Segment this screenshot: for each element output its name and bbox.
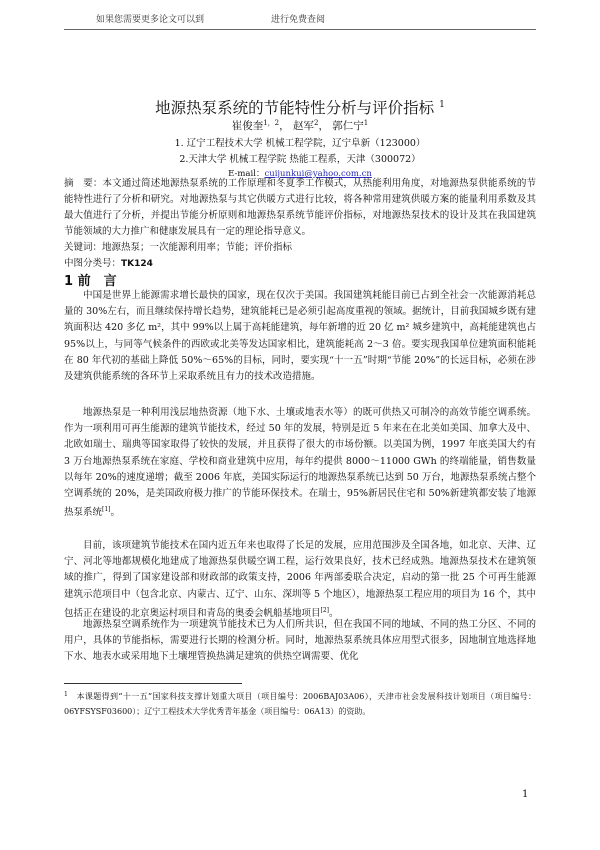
abstract-text: 本文通过简述地源热泵系统的工作原理和冬夏季工作模式，从热能利用角度，对地源热泵供能系统的节能特性进行了分析和研究。对地源热泵与其它供暖方式进行比较，将各种常用建筑供暖方案的能量利用系数及其最大值进行了分析，并提出节能分析原则和地源热泵系统节能评价指标，对地源热泵技术的设计及其在我国建筑节能领域的大力推广和健康发展具有一定的理论指导意义。	[64, 178, 536, 237]
paper-title	[64, 96, 536, 118]
email-link[interactable]: cuijunkui@yahoo.com.cn	[264, 169, 372, 179]
header-right-text: 进行免费查阅	[271, 15, 326, 25]
author-affiliation-mark: 1，2	[263, 119, 280, 127]
author-name: 崔俊奎	[231, 120, 264, 132]
abstract	[64, 176, 536, 240]
paragraph: 目前，该项建筑节能技术在国内近五年来也取得了长足的发展，应用范围涉及全国各地，如北京、天津、辽宁、河北等地都规模化地建成了地源热泵供暖空调工程，运行效果良好，技术已经成熟。地源热泵技术在建筑领域的推广，得到了国家建设部和财政部的政策支持，2006 年两部委联合决定，启动的第一批 25 个可再生能源建筑示范项目中（包含北京、内蒙古、辽宁、山东、深圳等 5 个地区），地源热泵工程应用的项目为 16 个，其中包括正在建设的北京奥运村项目和青岛的奥委会帆船基地项目[2]。	[64, 540, 536, 619]
citation-ref[interactable]: [2]	[320, 606, 330, 614]
footnote-mark: 1	[64, 691, 68, 698]
author-affiliation-mark: 2	[313, 119, 319, 127]
header-left-text: 如果您需要更多论文可以到	[96, 15, 205, 25]
abstract-label: 摘 要：	[64, 178, 103, 189]
affiliation-2: 2.天津大学 机械工程学院 热能工程系，天津（300072）	[179, 154, 421, 165]
footnote-rule	[64, 683, 242, 684]
paragraph-text: 中国是世界上能源需求增长最快的国家，现在仅次于美国。我国建筑耗能目前已占到全社会一次能源消耗总量的 30%左右，而且继续保持增长趋势，建筑能耗已是必须引起高度重视的领域。据统计，目前我国城乡既有建筑面积达 420 多亿 m²，其中 99%以上属于高耗能建筑，每年新增的近 20 亿 m² 城乡建筑中，高耗能建筑也占 95%以上，与同等气候条件的西欧或北美等发达国家相比，建筑能耗高 2～3 倍。要实现我国单位建筑面积能耗在 80 年代初的基础上降低 50%～65%的目标，同时，要实现“十一五”时期“节能 20%”的长远目标，必须在涉及建筑供能系统的各环节上采取系统且有力的技术改造措施。	[64, 290, 536, 383]
classification-code: TK124	[121, 259, 153, 269]
page-number: 1	[522, 789, 529, 800]
author-affiliation-mark: 1	[363, 119, 369, 127]
section-title: 前 言	[77, 274, 117, 289]
title-text: 地源热泵系统的节能特性分析与评价指标	[155, 99, 435, 117]
affiliation-1: 1. 辽宁工程技术大学 机械工程学院，辽宁阜新（123000）	[174, 138, 426, 149]
section-heading	[64, 270, 117, 289]
header-rule	[64, 29, 536, 30]
keywords	[64, 239, 536, 253]
email-label: E-mail：	[228, 169, 265, 179]
paragraph	[64, 617, 536, 666]
citation-ref[interactable]: [1]	[102, 506, 111, 514]
paragraph	[64, 288, 536, 385]
classification	[64, 255, 536, 269]
classification-label: 中图分类号：	[64, 258, 122, 269]
section-number: 1	[64, 274, 74, 289]
footnote-text: 本课题得到“十一五”国家科技支撑计划重大项目（项目编号：2006BAJ03A06），天津市社会发展科技计划项目（项目编号：06YFSYSF03600）；辽宁工程技术大学优秀青年基金（项目编号：06A13）的资助。	[64, 692, 536, 716]
page-header	[0, 12, 600, 28]
paragraph-text: 地源热泵空调系统作为一项建筑节能技术已为人们所共识，但在我国不同的地域、不同的热工分区、不同的用户，具体的节能指标，需要进行长期的检测分析。同时，地源热泵系统具体应用型式很多，因地制宜地选择地下水、地表水或采用地下土壤埋管换热满足建筑的供热空调需要、优化	[64, 619, 536, 663]
footnote	[64, 687, 536, 719]
keywords-label: 关键词：	[64, 242, 103, 253]
author-name: 赵军	[292, 120, 314, 132]
title-footnote-mark: 1	[439, 100, 445, 110]
paragraph: 地源热泵是一种利用浅层地热资源（地下水、土壤或地表水等）的既可供热又可制冷的高效节能空调系统。作为一项利用可再生能源的建筑节能技术，经过 50 年的发展，特别是近 5 年来在在北美如美国、加拿大及中、北欧如瑞士、瑞典等国家取得了较快的发展，并且获得了很大的市场份额。以美国为例，1997 年底美国大约有 3 万台地源热泵系统在家庭、学校和商业建筑中应用，每年约提供 8000～11000 GWh 的终端能量，销售数量以每年 20%的速度递增；截至 2006 年底，美国实际运行的地源热泵系统已达到 50 万台，地源热泵系统占整个空调系统的 20%，是美国政府极力推广的节能环保技术。在瑞士，95%新居民住宅和 50%新建筑都安装了地源热泵系统[1]。	[64, 407, 536, 519]
author-name: 郭仁宁	[332, 120, 364, 132]
author-list: 崔俊奎$^{1,2}$， 赵军$^2$， 郭仁宁$^1$	[231, 119, 369, 132]
paragraph-text: 目前，该项建筑节能技术在国内近五年来也取得了长足的发展，应用范围涉及全国各地，如北京、天津、辽宁、河北等地都规模化地建成了地源热泵供暖空调工程，运行效果良好，技术已经成熟。地源热泵技术在建筑领域的推广，得到了国家建设部和财政部的政策支持，2006 年两部委联合决定，启动的第一批 25 个可再生能源建筑示范项目中（包含北京、内蒙古、辽宁、山东、深圳等 5 个地区），地源热泵工程应用的项目为 16 个，其中包括正在建设的北京奥运村项目和青岛的奥委会帆船基地项目	[64, 540, 536, 619]
paragraph-text: 地源热泵是一种利用浅层地热资源（地下水、土壤或地表水等）的既可供热又可制冷的高效节能空调系统。作为一项利用可再生能源的建筑节能技术，经过 50 年的发展，特别是近 5 年来在在北美如美国、加拿大及中、北欧如瑞士、瑞典等国家取得了较快的发展，并且获得了很大的市场份额。以美国为例，1997 年底美国大约有 3 万台地源热泵系统在家庭、学校和商业建筑中应用，每年约提供 8000～11000 GWh 的终端能量，销售数量以每年 20%的速度递增；截至 2006 年底，美国实际运行的地源热泵系统已达到 50 万台，地源热泵系统占整个空调系统的 20%，是美国政府极力推广的节能环保技术。在瑞士，95%新居民住宅和 50%新建筑都安装了地源热泵系统	[64, 407, 536, 519]
keywords-text: 地源热泵；一次能源利用率；节能；评价指标	[102, 242, 293, 253]
